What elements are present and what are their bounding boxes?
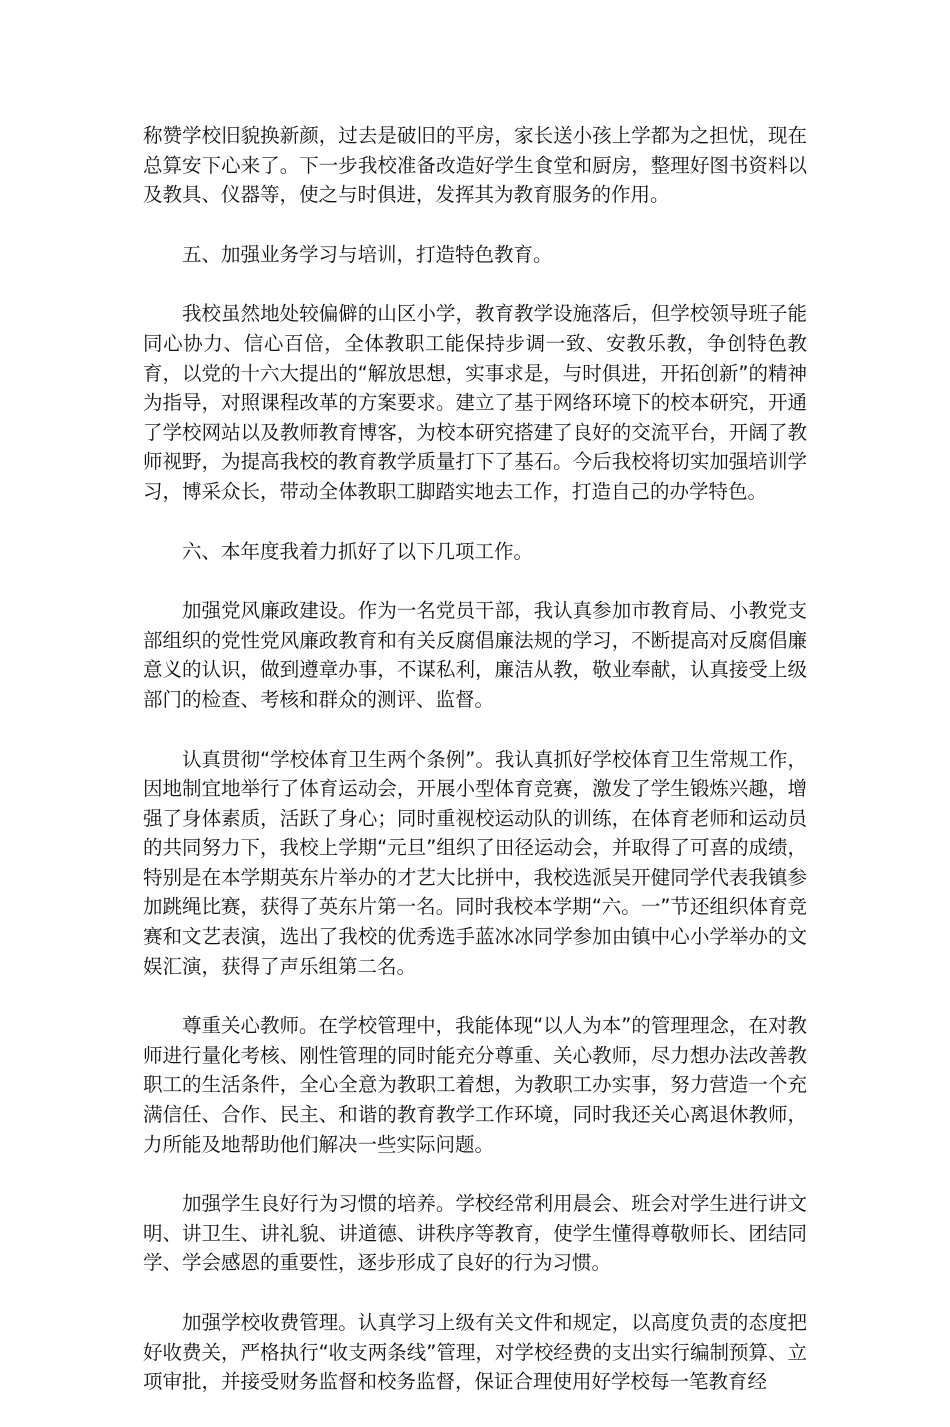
paragraph-6: 加强学生良好行为习惯的培养。学校经常利用晨会、班会对学生进行讲文明、讲卫生、讲礼貌、讲道德、讲秩序等教育，使学生懂得尊敬师长、团结同学、学会感恩的重要性，逐步形成了良好的行为习惯。 [143,1192,807,1275]
paragraph-4: 认真贯彻“学校体育卫生两个条例”。我认真抓好学校体育卫生常规工作，因地制宜地举行了体育运动会，开展小型体育竞赛，激发了学生锻炼兴趣，增强了身体素质，活跃了身心；同时重视校运动队的训练，在体育老师和运动员的共同努力下，我校上学期“元旦”组织了田径运动会，并取得了可喜的成绩，特别是在本学期英东片举办的才艺大比拼中，我校选派吴开健同学代表我镇参加跳绳比赛，获得了英东片第一名。同时我校本学期“六。一”节还组织体育竞赛和文艺表演，选出了我校的优秀选手蓝冰冰同学参加由镇中心小学举办的文娱汇演，获得了声乐组第二名。 [143,747,807,978]
paragraph-5: 尊重关心教师。在学校管理中，我能体现“以人为本”的管理理念，在对教师进行量化考核、刚性管理的同时能充分尊重、关心教师，尽力想办法改善教职工的生活条件，全心全意为教职工着想，为教职工办实事，努力营造一个充满信任、合作、民主、和谐的教育教学工作环境，同时我还关心离退休教师，力所能及地帮助他们解决一些实际问题。 [143,1014,807,1156]
paragraph-7: 加强学校收费管理。认真学习上级有关文件和规定，以高度负责的态度把好收费关，严格执行“收支两条线”管理，对学校经费的支出实行编制预算、立项审批，并接受财务监督和校务监督，保证合理使用好学校每一笔教育经 [143,1311,807,1394]
section-heading-5: 五、加强业务学习与培训，打造特色教育。 [182,242,553,266]
paragraph-3: 加强党风廉政建设。作为一名党员干部，我认真参加市教育局、小教党支部组织的党性党风廉政教育和有关反腐倡廉法规的学习，不断提高对反腐倡廉意义的认识，做到遵章办事，不谋私利，廉洁从教，敬业奉献，认真接受上级部门的检查、考核和群众的测评、监督。 [143,599,807,711]
document-page [143,121,807,1427]
section-heading-6: 六、本年度我着力抓好了以下几项工作。 [182,539,534,563]
paragraph-1: 称赞学校旧貌换新颜，过去是破旧的平房，家长送小孩上学都为之担忧，现在总算安下心来了。下一步我校准备改造好学生食堂和厨房，整理好图书资料以及教具、仪器等，使之与时俱进，发挥其为教育服务的作用。 [143,124,807,207]
paragraph-2: 我校虽然地处较偏僻的山区小学，教育教学设施落后，但学校领导班子能同心协力、信心百倍，全体教职工能保持步调一致、安教乐教，争创特色教育，以党的十六大提出的“解放思想，实事求是，与时俱进，开拓创新”的精神为指导，对照课程改革的方案要求。建立了基于网络环境下的校本研究，开通了学校网站以及教师教育博客，为校本研究搭建了良好的交流平台，开阔了教师视野，为提高我校的教育教学质量打下了基石。今后我校将切实加强培训学习，博采众长，带动全体教职工脚踏实地去工作，打造自己的办学特色。 [143,302,807,503]
